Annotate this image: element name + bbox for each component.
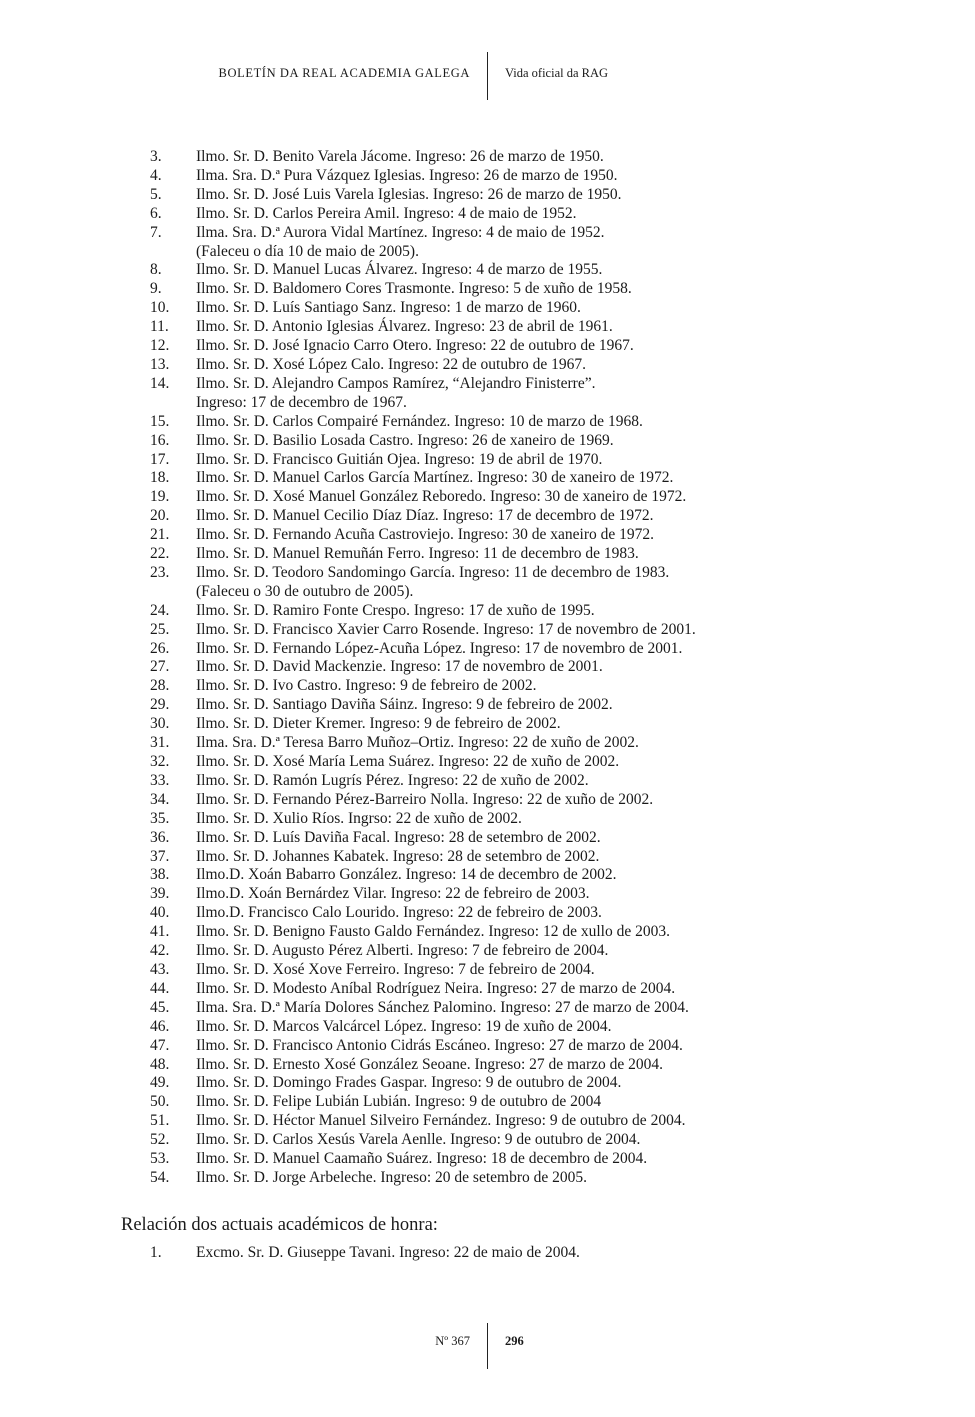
item-number: 48. [150,1055,170,1073]
item-number: 32. [150,753,170,770]
item-number: 28. [150,677,170,695]
list-item [0,980,975,999]
list-item [0,469,975,488]
item-line: Ilmo. Sr. D. Francisco Antonio Cidrás Escáneo. Ingreso: 27 de marzo de 2004. [196,1036,683,1054]
item-line: Ilmo. Sr. D. Modesto Aníbal Rodríguez Neira. Ingreso: 27 de marzo de 2004. [196,979,676,997]
item-number: 34. [150,790,170,808]
list-item [0,602,975,621]
item-text [196,677,936,696]
item-number: 13. [150,355,170,373]
list-item [0,772,975,791]
item-text [196,451,936,470]
item-line: Ilmo. Sr. D. Benito Varela Jácome. Ingreso: 26 de marzo de 1950. [196,148,604,165]
item-line: Ilmo. Sr. D. Manuel Caamaño Suárez. Ingreso: 18 de decembro de 2004. [196,1150,648,1168]
item-number: 47. [150,1036,170,1054]
item-text [196,1131,936,1150]
page-footer [0,1323,975,1369]
item-text [196,148,936,167]
item-line: Ilmo. Sr. D. Dieter Kremer. Ingreso: 9 de febreiro de 2002. [196,715,561,733]
item-text [196,923,936,942]
item-number: 19. [150,488,170,506]
item-line: Ilmo. Sr. D. Xosé López Calo. Ingreso: 22 de outubro de 1967. [196,355,587,373]
list-item [0,280,975,299]
item-line: Ilmo. Sr. D. Ramón Lugrís Pérez. Ingreso: 22 de xuño de 2002. [196,771,589,789]
item-line: Ilmo. Sr. D. Felipe Lubián Lubián. Ingreso: 9 de outubro de 2004 [196,1093,602,1111]
item-text [196,848,936,867]
list-item [0,942,975,961]
item-number: 39. [150,885,170,903]
item-line: Ilmo. Sr. D. Carlos Pereira Amil. Ingreso: 4 de maio de 1952. [196,204,577,222]
item-text [196,318,936,337]
list-item [0,1150,975,1169]
list-item [0,432,975,451]
item-line: Ilmo. Sr. D. Fernando López-Acuña López. Ingreso: 17 de novembro de 2001. [196,639,683,657]
item-text [196,469,936,488]
page-header [0,52,975,100]
item-line: Ilmo. Sr. D. Manuel Lucas Álvarez. Ingreso: 4 de marzo de 1955. [196,261,603,279]
item-line: Ilmo. Sr. D. Xosé Manuel González Reboredo. Ingreso: 30 de xaneiro de 1972. [196,488,687,506]
list-item [0,658,975,677]
item-line: Ilmo. Sr. D. Francisco Guitián Ojea. Ingreso: 19 de abril de 1970. [196,450,603,468]
list-item [0,526,975,545]
item-number: 18. [150,469,170,487]
item-number: 42. [150,942,170,960]
item-line: Ilmo. Sr. D. Carlos Xesús Varela Aenlle. Ingreso: 9 de outubro de 2004. [196,1131,641,1149]
list-item [0,961,975,980]
item-line: Ilmo. Sr. D. Basilio Losada Castro. Ingreso: 26 de xaneiro de 1969. [196,431,614,449]
list-item [0,356,975,375]
item-text [196,696,936,715]
item-line: Ilmo. Sr. D. Xosé Xove Ferreiro. Ingreso: 7 de febreiro de 2004. [196,960,595,978]
item-text [196,299,936,318]
item-text [196,1018,936,1037]
list-item [0,904,975,923]
item-number: 36. [150,828,170,846]
list-item [0,299,975,318]
item-line: Ilmo.D. Francisco Calo Lourido. Ingreso: 22 de febreiro de 2003. [196,904,602,922]
corresponding-members-list [0,148,975,1188]
item-text [196,205,936,224]
list-item [0,1244,975,1263]
item-number: 25. [150,620,170,638]
item-number: 33. [150,771,170,789]
list-item [0,205,975,224]
list-item [0,1169,975,1188]
item-number: 6. [150,204,162,222]
item-line: Ilmo. Sr. D. Ivo Castro. Ingreso: 9 de febreiro de 2002. [196,677,537,695]
footer-divider [487,1323,488,1369]
list-item [0,1112,975,1131]
list-item [0,1056,975,1075]
item-line: Ilmo. Sr. D. Fernando Acuña Castroviejo. Ingreso: 30 de xaneiro de 1972. [196,526,655,544]
item-line: Ilmo. Sr. D. Teodoro Sandomingo García. Ingreso: 11 de decembro de 1983. [196,563,670,581]
item-line: Ilmo. Sr. D. Francisco Xavier Carro Rosende. Ingreso: 17 de novembro de 2001. [196,620,696,638]
item-line: Ilmo. Sr. D. José Ignacio Carro Otero. Ingreso: 22 de outubro de 1967. [196,337,634,355]
item-text [196,602,936,621]
item-line: (Faleceu o 30 de outubro de 2005). [196,582,414,600]
list-item [0,224,975,262]
item-line: (Faleceu o día 10 de maio de 2005). [196,242,419,260]
list-item [0,696,975,715]
item-text [196,1244,936,1263]
item-line: Ilmo. Sr. D. Ramiro Fonte Crespo. Ingreso: 17 de xuño de 1995. [196,601,595,619]
list-item [0,545,975,564]
item-number: 24. [150,601,170,619]
item-text [196,715,936,734]
item-text [196,375,936,413]
list-item [0,734,975,753]
list-item [0,1074,975,1093]
item-number: 7. [150,223,162,241]
item-text [196,413,936,432]
list-item [0,715,975,734]
item-text [196,261,936,280]
item-text [196,1112,936,1131]
item-number: 30. [150,715,170,733]
list-item [0,1131,975,1150]
item-number: 10. [150,299,170,317]
item-text [196,432,936,451]
item-line: Ilmo. Sr. D. Domingo Frades Gaspar. Ingreso: 9 de outubro de 2004. [196,1074,622,1092]
item-text [196,1074,936,1093]
honorary-members-list [0,1244,975,1263]
item-text [196,1056,936,1075]
item-text [196,885,936,904]
list-item [0,507,975,526]
item-text [196,734,936,753]
item-line: Ilma. Sra. D.ª Aurora Vidal Martínez. Ingreso: 4 de maio de 1952. [196,223,605,241]
list-item [0,810,975,829]
item-text [196,167,936,186]
item-number: 54. [150,1168,170,1186]
item-line: Ilmo. Sr. D. Manuel Remuñán Ferro. Ingreso: 11 de decembro de 1983. [196,545,639,563]
item-line: Ilmo. Sr. D. Santiago Daviña Sáinz. Ingreso: 9 de febreiro de 2002. [196,696,613,714]
item-text [196,564,936,602]
item-number: 5. [150,185,162,203]
list-item [0,337,975,356]
list-item [0,451,975,470]
item-text [196,545,936,564]
item-number: 22. [150,545,170,563]
item-text [196,356,936,375]
item-number: 23. [150,563,170,581]
list-item [0,640,975,659]
item-number: 41. [150,923,170,941]
list-item [0,375,975,413]
item-line: Ilmo. Sr. D. Carlos Compairé Fernández. Ingreso: 10 de marzo de 1968. [196,412,643,430]
item-text [196,640,936,659]
item-line: Ilmo. Sr. D. Luís Daviña Facal. Ingreso: 28 de setembro de 2002. [196,828,601,846]
item-line: Ilmo. Sr. D. Luís Santiago Sanz. Ingreso: 1 de marzo de 1960. [196,299,581,317]
list-item [0,488,975,507]
item-line: Ingreso: 17 de decembro de 1967. [196,393,407,411]
item-text [196,621,936,640]
item-line: Ilma. Sra. D.ª Teresa Barro Muñoz–Ortiz. Ingreso: 22 de xuño de 2002. [196,734,639,752]
item-text [196,224,936,262]
item-text [196,866,936,885]
item-number: 45. [150,998,170,1016]
item-number: 26. [150,639,170,657]
list-item [0,753,975,772]
item-number: 8. [150,261,162,279]
item-line: Ilmo. Sr. D. Xulio Ríos. Ingrso: 22 de xuño de 2002. [196,809,522,827]
item-text [196,1093,936,1112]
item-number: 17. [150,450,170,468]
item-line: Ilmo. Sr. D. Xosé María Lema Suárez. Ingreso: 22 de xuño de 2002. [196,753,620,770]
item-number: 14. [150,374,170,392]
item-line: Ilmo. Sr. D. Johannes Kabatek. Ingreso: 28 de setembro de 2002. [196,847,600,865]
item-line: Ilmo. Sr. D. Ernesto Xosé González Seoane. Ingreso: 27 de marzo de 2004. [196,1055,664,1073]
item-text [196,658,936,677]
list-item [0,866,975,885]
item-number: 1. [150,1244,162,1261]
list-item [0,413,975,432]
item-text [196,526,936,545]
item-line: Ilmo. Sr. D. Marcos Valcárcel López. Ingreso: 19 de xuño de 2004. [196,1017,612,1035]
item-line: Ilma. Sra. D.ª María Dolores Sánchez Palomino. Ingreso: 27 de marzo de 2004. [196,998,689,1016]
list-item [0,318,975,337]
item-text [196,337,936,356]
list-item [0,564,975,602]
item-text [196,1169,936,1188]
item-number: 21. [150,526,170,544]
list-item [0,885,975,904]
item-text [196,791,936,810]
list-item [0,923,975,942]
item-number: 52. [150,1131,170,1149]
item-line: Ilmo.D. Xoán Bernárdez Vilar. Ingreso: 22 de febreiro de 2003. [196,885,590,903]
item-number: 4. [150,166,162,184]
item-line: Ilmo. Sr. D. Antonio Iglesias Álvarez. Ingreso: 23 de abril de 1961. [196,318,613,336]
item-number: 50. [150,1093,170,1111]
item-number: 43. [150,960,170,978]
item-line: Ilmo. Sr. D. David Mackenzie. Ingreso: 17 de novembro de 2001. [196,658,603,676]
item-line: Ilmo. Sr. D. Alejandro Campos Ramírez, “Alejandro Finisterre”. [196,374,596,392]
item-text [196,753,936,772]
item-number: 15. [150,412,170,430]
issue-number: Nº 367 [435,1334,470,1348]
item-number: 31. [150,734,170,752]
list-item [0,791,975,810]
item-text [196,772,936,791]
item-text [196,999,936,1018]
list-item [0,1037,975,1056]
item-text [196,1150,936,1169]
item-text [196,829,936,848]
item-text [196,186,936,205]
list-item [0,999,975,1018]
item-number: 20. [150,507,170,525]
item-number: 46. [150,1017,170,1035]
list-item [0,148,975,167]
item-number: 27. [150,658,170,676]
list-item [0,261,975,280]
item-number: 37. [150,847,170,865]
item-number: 35. [150,809,170,827]
list-item [0,677,975,696]
list-item [0,621,975,640]
item-text [196,942,936,961]
item-text [196,904,936,923]
item-number: 51. [150,1112,170,1130]
item-number: 44. [150,979,170,997]
item-line: Ilmo. Sr. D. Jorge Arbeleche. Ingreso: 20 de setembro de 2005. [196,1168,588,1186]
item-number: 11. [150,318,169,336]
item-number: 49. [150,1074,170,1092]
item-number: 9. [150,280,162,298]
header-divider [487,52,488,100]
item-line: Ilmo.D. Xoán Babarro González. Ingreso: 14 de decembro de 2002. [196,866,617,884]
item-number: 29. [150,696,170,714]
item-text [196,1037,936,1056]
item-line: Ilmo. Sr. D. Benigno Fausto Galdo Fernández. Ingreso: 12 de xullo de 2003. [196,923,670,941]
list-item [0,167,975,186]
item-line: Ilmo. Sr. D. Manuel Carlos García Martínez. Ingreso: 30 de xaneiro de 1972. [196,469,674,487]
item-text [196,980,936,999]
item-text [196,507,936,526]
item-text [196,280,936,299]
item-text [196,961,936,980]
item-number: 3. [150,148,162,165]
item-line: Ilmo. Sr. D. José Luis Varela Iglesias. Ingreso: 26 de marzo de 1950. [196,185,622,203]
item-number: 40. [150,904,170,922]
item-number: 16. [150,431,170,449]
list-item [0,1018,975,1037]
item-line: Ilmo. Sr. D. Fernando Pérez-Barreiro Nolla. Ingreso: 22 de xuño de 2002. [196,790,654,808]
item-number: 38. [150,866,170,884]
honorary-heading: Relación dos actuais académicos de honra: [121,1215,438,1235]
list-item [0,848,975,867]
page-number: 296 [505,1334,524,1348]
item-line: Ilmo. Sr. D. Baldomero Cores Trasmonte. Ingreso: 5 de xuño de 1958. [196,280,632,298]
journal-title: BOLETÍN DA REAL ACADEMIA GALEGA [218,66,470,80]
list-item [0,1093,975,1112]
item-number: 12. [150,337,170,355]
item-text [196,488,936,507]
list-item [0,829,975,848]
item-line: Ilmo. Sr. D. Héctor Manuel Silveiro Fernández. Ingreso: 9 de outubro de 2004. [196,1112,686,1130]
item-line: Ilmo. Sr. D. Augusto Pérez Alberti. Ingreso: 7 de febreiro de 2004. [196,942,609,960]
list-item [0,186,975,205]
item-line: Excmo. Sr. D. Giuseppe Tavani. Ingreso: 22 de maio de 2004. [196,1244,580,1261]
item-text [196,810,936,829]
item-line: Ilmo. Sr. D. Manuel Cecilio Díaz Díaz. Ingreso: 17 de decembro de 1972. [196,507,654,525]
item-number: 53. [150,1150,170,1168]
item-line: Ilma. Sra. D.ª Pura Vázquez Iglesias. Ingreso: 26 de marzo de 1950. [196,166,618,184]
section-title: Vida oficial da RAG [505,66,609,80]
